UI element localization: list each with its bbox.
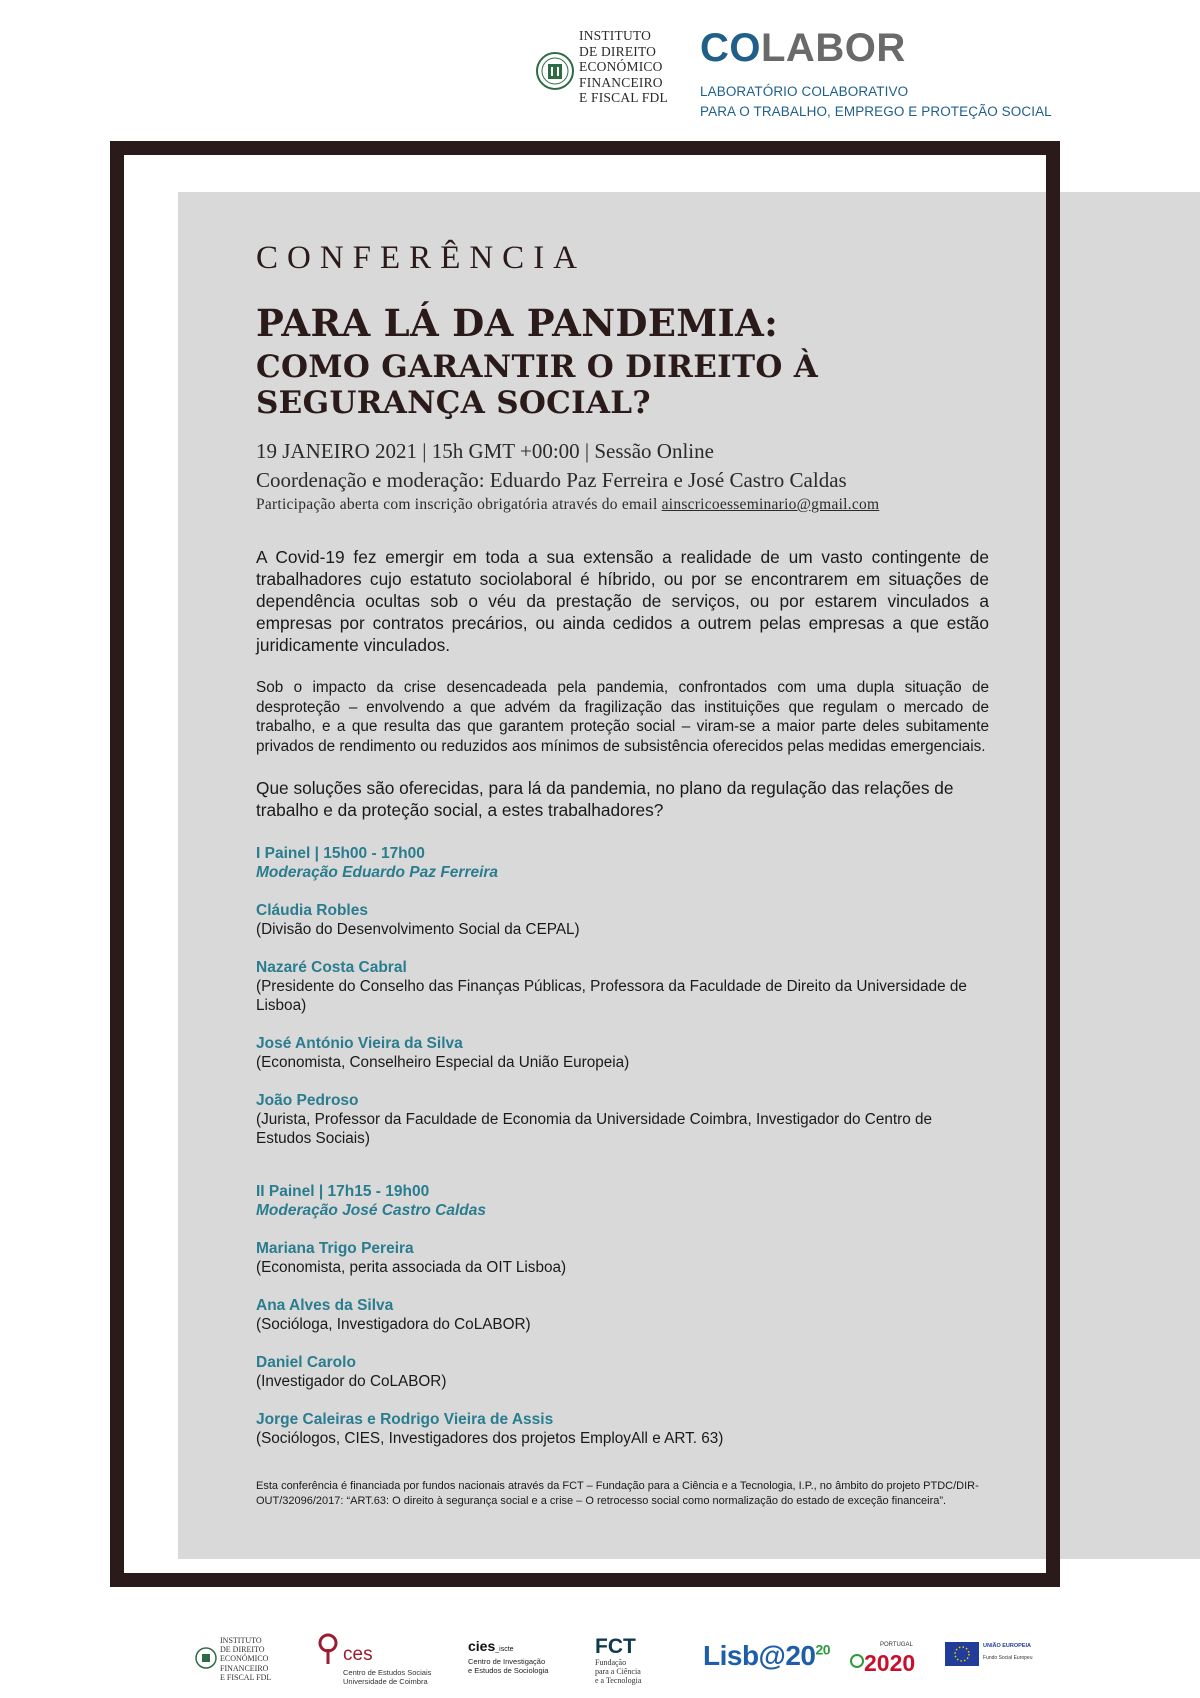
speaker-name: Jorge Caleiras e Rodrigo Vieira de Assis (256, 1411, 554, 1429)
speaker-role: (Socióloga, Investigadora do CoLABOR) (256, 1316, 531, 1334)
speaker-role: (Jurista, Professor da Faculdade de Economia da Universidade Coimbra, Investigador do Centro de Estudos Sociais) (256, 1111, 932, 1148)
registration-email-link[interactable]: ainscricoesseminario@gmail.com (661, 496, 880, 513)
speaker-name: José António Vieira da Silva (256, 1035, 463, 1053)
speaker (256, 1091, 989, 1148)
panel-title: I Painel | 15h00 - 17h00 (256, 845, 425, 863)
speaker-role: (Economista, Conselheiro Especial da União Europeia) (256, 1054, 630, 1072)
cies-logo: cies_iscte Centro de Investigação e Estudos de Sociologia (468, 1638, 549, 1675)
colabor-subtitle: LABORATÓRIO COLABORATIVO PARA O TRABALHO, EMPREGO E PROTEÇÃO SOCIAL (700, 84, 1052, 119)
event-registration: Participação aberta com inscrição obrigatória através do email ainscricoesseminario@gmail.com (256, 496, 880, 513)
lisboa2020-logo: $Lisb@20^{20}$ (703, 1640, 831, 1671)
institute-emblem-icon (195, 1646, 217, 1670)
institute-footer-logo: INSTITUTO DE DIREITO ECONÓMICO FINANCEIRO E FISCAL FDL (195, 1636, 275, 1688)
institute-name: INSTITUTO DE DIREITO ECONÓMICO FINANCEIRO E FISCAL FDL (579, 28, 668, 106)
speaker-role: (Divisão do Desenvolvimento Social da CEPAL) (256, 921, 580, 939)
event-date: 19 JANEIRO 2021 | 15h GMT +00:00 | Sessão Online (256, 439, 714, 463)
intro-paragraph: A Covid-19 fez emergir em toda a sua extensão a realidade de um vasto contingente de trabalhadores cujo estatuto sociolaboral é híbrido, ou por se encontrarem em situações de dependência ocultas sob o véu da prestação de serviços, ou por estarem vinculados a empresas por contratos precários, ou ainda cedidos a outrem pelas empresas a que estão juridicamente vinculados. (256, 547, 989, 655)
speaker-name: Daniel Carolo (256, 1354, 356, 1372)
speaker-name: João Pedroso (256, 1092, 359, 1110)
speaker (256, 1296, 989, 1334)
funding-note: Esta conferência é financiada por fundos nacionais através da FCT – Fundação para a Ciência e a Tecnologia, I.P., no âmbito do projeto PTDC/DIR-OUT/32096/2017: “ART.63: O direito à segurança social e a crise – O retrocesso social como normalização do estado de exceção financeira”. (256, 1480, 979, 1507)
intro-question: Que soluções são oferecidas, para lá da pandemia, no plano da regulação das relações de trabalho e da proteção social, a estes trabalhadores? (256, 778, 954, 821)
poster-content (256, 236, 989, 1508)
speaker-role: (Investigador do CoLABOR) (256, 1373, 447, 1391)
speaker-name: Cláudia Robles (256, 902, 368, 920)
eu-logo: UNIÃO EUROPEIA Fundo Social Europeu (945, 1642, 1045, 1672)
speaker (256, 901, 989, 939)
speaker (256, 1239, 989, 1277)
speaker-name: Nazaré Costa Cabral (256, 959, 407, 977)
conference-title: PARA LÁ DA PANDEMIA: (256, 301, 779, 345)
panel-2 (256, 1182, 989, 1448)
ces-logo: ces Centro de Estudos Sociais Universidade de Coimbra (317, 1632, 432, 1692)
ces-mark-icon (317, 1632, 343, 1666)
panel-1 (256, 844, 989, 1148)
institute-emblem-icon (535, 50, 575, 92)
speaker-role: (Economista, perita associada da OIT Lisboa) (256, 1259, 567, 1277)
panel-moderation: Moderação Eduardo Paz Ferreira (256, 864, 499, 882)
eu-flag-icon (945, 1642, 979, 1666)
intro-paragraph: Sob o impacto da crise desencadeada pela pandemia, confrontados com uma dupla situação de desproteção – envolvendo a que advém da fragilização das instituições que regulam o mercado de trabalho, e a que resulta das que garantem proteção social – viram-se a maior parte deles subitamente privados de rendimento ou reduzidos aos mínimos de subsistência oferecidos pelas medidas emergenciais. (256, 679, 989, 755)
conference-kicker: CONFERÊNCIA (256, 240, 587, 276)
speaker (256, 1034, 989, 1072)
panel-moderation: Moderação José Castro Caldas (256, 1202, 487, 1220)
panel-title: II Painel | 17h15 - 19h00 (256, 1183, 430, 1201)
colabor-logo (700, 26, 1080, 126)
speaker (256, 958, 989, 1015)
portugal2020-logo: PORTUGAL 2020 (850, 1640, 930, 1680)
colabor-wordmark: COLABOR (700, 26, 906, 70)
speaker-name: Mariana Trigo Pereira (256, 1240, 414, 1258)
speaker (256, 1410, 989, 1448)
partner-logos (195, 1632, 1045, 1692)
speaker-name: Ana Alves da Silva (256, 1297, 394, 1315)
event-coordination: Coordenação e moderação: Eduardo Paz Ferreira e José Castro Caldas (256, 468, 847, 492)
institute-logo (535, 28, 670, 116)
portugal2020-mark-icon (850, 1654, 864, 1668)
fct-logo: FCT Fundação para a Ciência e a Tecnologia (595, 1635, 642, 1685)
speaker-role: (Sociólogos, CIES, Investigadores dos projetos EmployAll e ART. 63) (256, 1430, 724, 1448)
conference-subtitle: COMO GARANTIR O DIREITO À SEGURANÇA SOCIAL? (256, 349, 819, 421)
speaker-role: (Presidente do Conselho das Finanças Públicas, Professora da Faculdade de Direito da Universidade de Lisboa) (256, 978, 967, 1015)
speaker (256, 1353, 989, 1391)
